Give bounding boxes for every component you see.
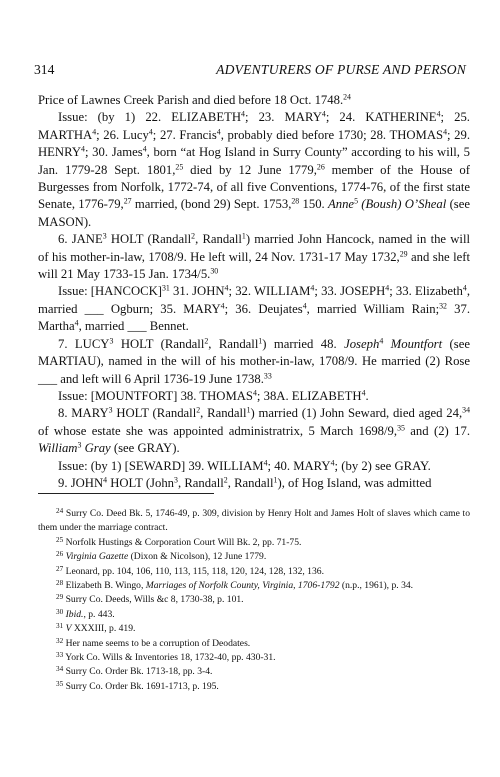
- footnote-number: 32: [56, 636, 64, 645]
- footnote: [38, 680, 470, 694]
- footnote: [38, 637, 470, 651]
- footnote-number: 34: [56, 665, 64, 674]
- footnote-text: Elizabeth B. Wingo, Marriages of Norfolk County, Virginia, 1706-1792 (n.p., 1961), p. 34.: [63, 580, 414, 592]
- footnote-text: Surry Co. Order Bk. 1713-18, pp. 3-4.: [63, 666, 213, 678]
- footnote-number: 24: [56, 506, 64, 515]
- footnote: [38, 651, 470, 665]
- footnote: [38, 565, 470, 579]
- body-paragraph: Issue: [HANCOCK]$^{31}$ 31. JOHN$^4$; 32. WILLIAM$^4$; 33. JOSEPH$^4$; 33. Elizabeth$^4$, married ___ Ogburn; 35. MARY$^4$; 36. Deujates$^4$, married William Rain;$^{32}$ 37. Martha$^4$, married ___ Bennet.: [38, 284, 470, 334]
- body-paragraph: Price of Lawnes Creek Parish and died before 18 Oct. 1748.24: [38, 92, 351, 107]
- footnote: [38, 507, 470, 536]
- footnote-text: Her name seems to be a corruption of Deodates.: [63, 637, 251, 649]
- body-paragraph: 7. LUCY$^3$ HOLT (Randall$^2$, Randall$^1$) married 48. Joseph$^4$ Mountfort (see MARTIAU), named in the will of his mother-in-law, 1708/9. He married (2) Rose ___ and left will 6 April 1736-19 June 1738.33: [38, 336, 470, 386]
- footnote-number: 26: [56, 549, 64, 558]
- footnote-number: 35: [56, 679, 64, 688]
- footnote-text: Virginia Gazette (Dixon & Nicolson), 12 June 1779.: [65, 551, 267, 563]
- footnote-number: 30: [56, 607, 64, 616]
- body-paragraph: Issue: [MOUNTFORT] 38. THOMAS$^4$; 38A. ELIZABETH$^4$.: [58, 388, 369, 403]
- footnote-number: 25: [56, 535, 64, 544]
- footnote-divider: [38, 493, 214, 494]
- body-paragraph: 9. JOHN$^4$ HOLT (John$^3$, Randall$^2$, Randall$^1$), of Hog Island, was admitted: [58, 475, 432, 490]
- footnote-number: 27: [56, 564, 64, 573]
- running-title: ADVENTURERS OF PURSE AND PERSON: [216, 62, 466, 77]
- footnote: [38, 579, 470, 593]
- footnote-text: Norfolk Hustings & Corporation Court Will Bk. 2, pp. 71-75.: [63, 536, 302, 548]
- footnote-number: 31: [56, 622, 64, 631]
- footnote-text: York Co. Wills & Inventories 18, 1732-40, pp. 430-31.: [63, 652, 276, 664]
- footnote-text: Ibid., p. 443.: [65, 608, 115, 620]
- body-paragraph: 8. MARY$^3$ HOLT (Randall$^2$, Randall$^1$) married (1) John Seward, died aged 24,34 of whose estate she was appointed administratrix, 5 March 1698/9,35 and (2) 17. William$^3$ Gray (see GRAY).: [38, 405, 470, 456]
- footnote-number: 29: [56, 593, 64, 602]
- footnote-text: Surry Co. Order Bk. 1691-1713, p. 195.: [63, 680, 219, 692]
- footnote-text: Surry Co. Deed Bk. 5, 1746-49, p. 309, division by Henry Holt and James Holt of slaves which came to them under the marriage contract.: [38, 508, 470, 534]
- footnote-text: Surry Co. Deeds, Wills &c 8, 1730-38, p. 101.: [63, 594, 244, 606]
- footnote: [38, 536, 470, 550]
- footnote: [38, 608, 470, 622]
- footnote: [38, 550, 470, 564]
- footnote: [38, 622, 470, 636]
- footnote-text: Leonard, pp. 104, 106, 110, 113, 115, 118, 120, 124, 128, 132, 136.: [63, 565, 324, 577]
- footnote: [38, 593, 470, 607]
- body-paragraph: 6. JANE$^3$ HOLT (Randall$^2$, Randall$^1$) married John Hancock, named in the will of his mother-in-law, 1708/9. He left will, 24 Nov. 1731-17 May 1732,29 and she left will 21 May 1733-15 Jan. 1734/5.30: [38, 231, 471, 282]
- footnote-text: V XXXIII, p. 419.: [65, 623, 136, 635]
- body-text: [38, 92, 470, 492]
- page-header: [34, 62, 466, 78]
- body-paragraph: Issue: (by 1) 22. ELIZABETH$^4$; 23. MARY$^4$; 24. KATHERINE$^4$; 25. MARTHA$^4$; 26. Lucy$^4$; 27. Francis$^4$, probably died before 1730; 28. THOMAS$^4$; 29. HENRY$^4$; 30. James$^4$, born “at Hog Island in Surry County” according to his will, 5 Jan. 1779-28 Sept. 1801,25 died by 12 June 1779,26 member of the House of Burgesses from Norfolk, 1772-74, of all five Conventions, 1774-76, of the first state Senate, 1776-79,27 married, (bond 29) Sept. 1753,28 150. Anne$^5$ (Boush) O’Sheal (see MASON).: [38, 110, 471, 229]
- footnotes: [38, 507, 470, 694]
- footnote: [38, 665, 470, 679]
- page-number: 314: [34, 62, 55, 77]
- body-paragraph: Issue: (by 1) [SEWARD] 39. WILLIAM$^4$; 40. MARY$^4$; (by 2) see GRAY.: [58, 458, 431, 473]
- footnote-number: 33: [56, 650, 64, 659]
- footnote-number: 28: [56, 578, 64, 587]
